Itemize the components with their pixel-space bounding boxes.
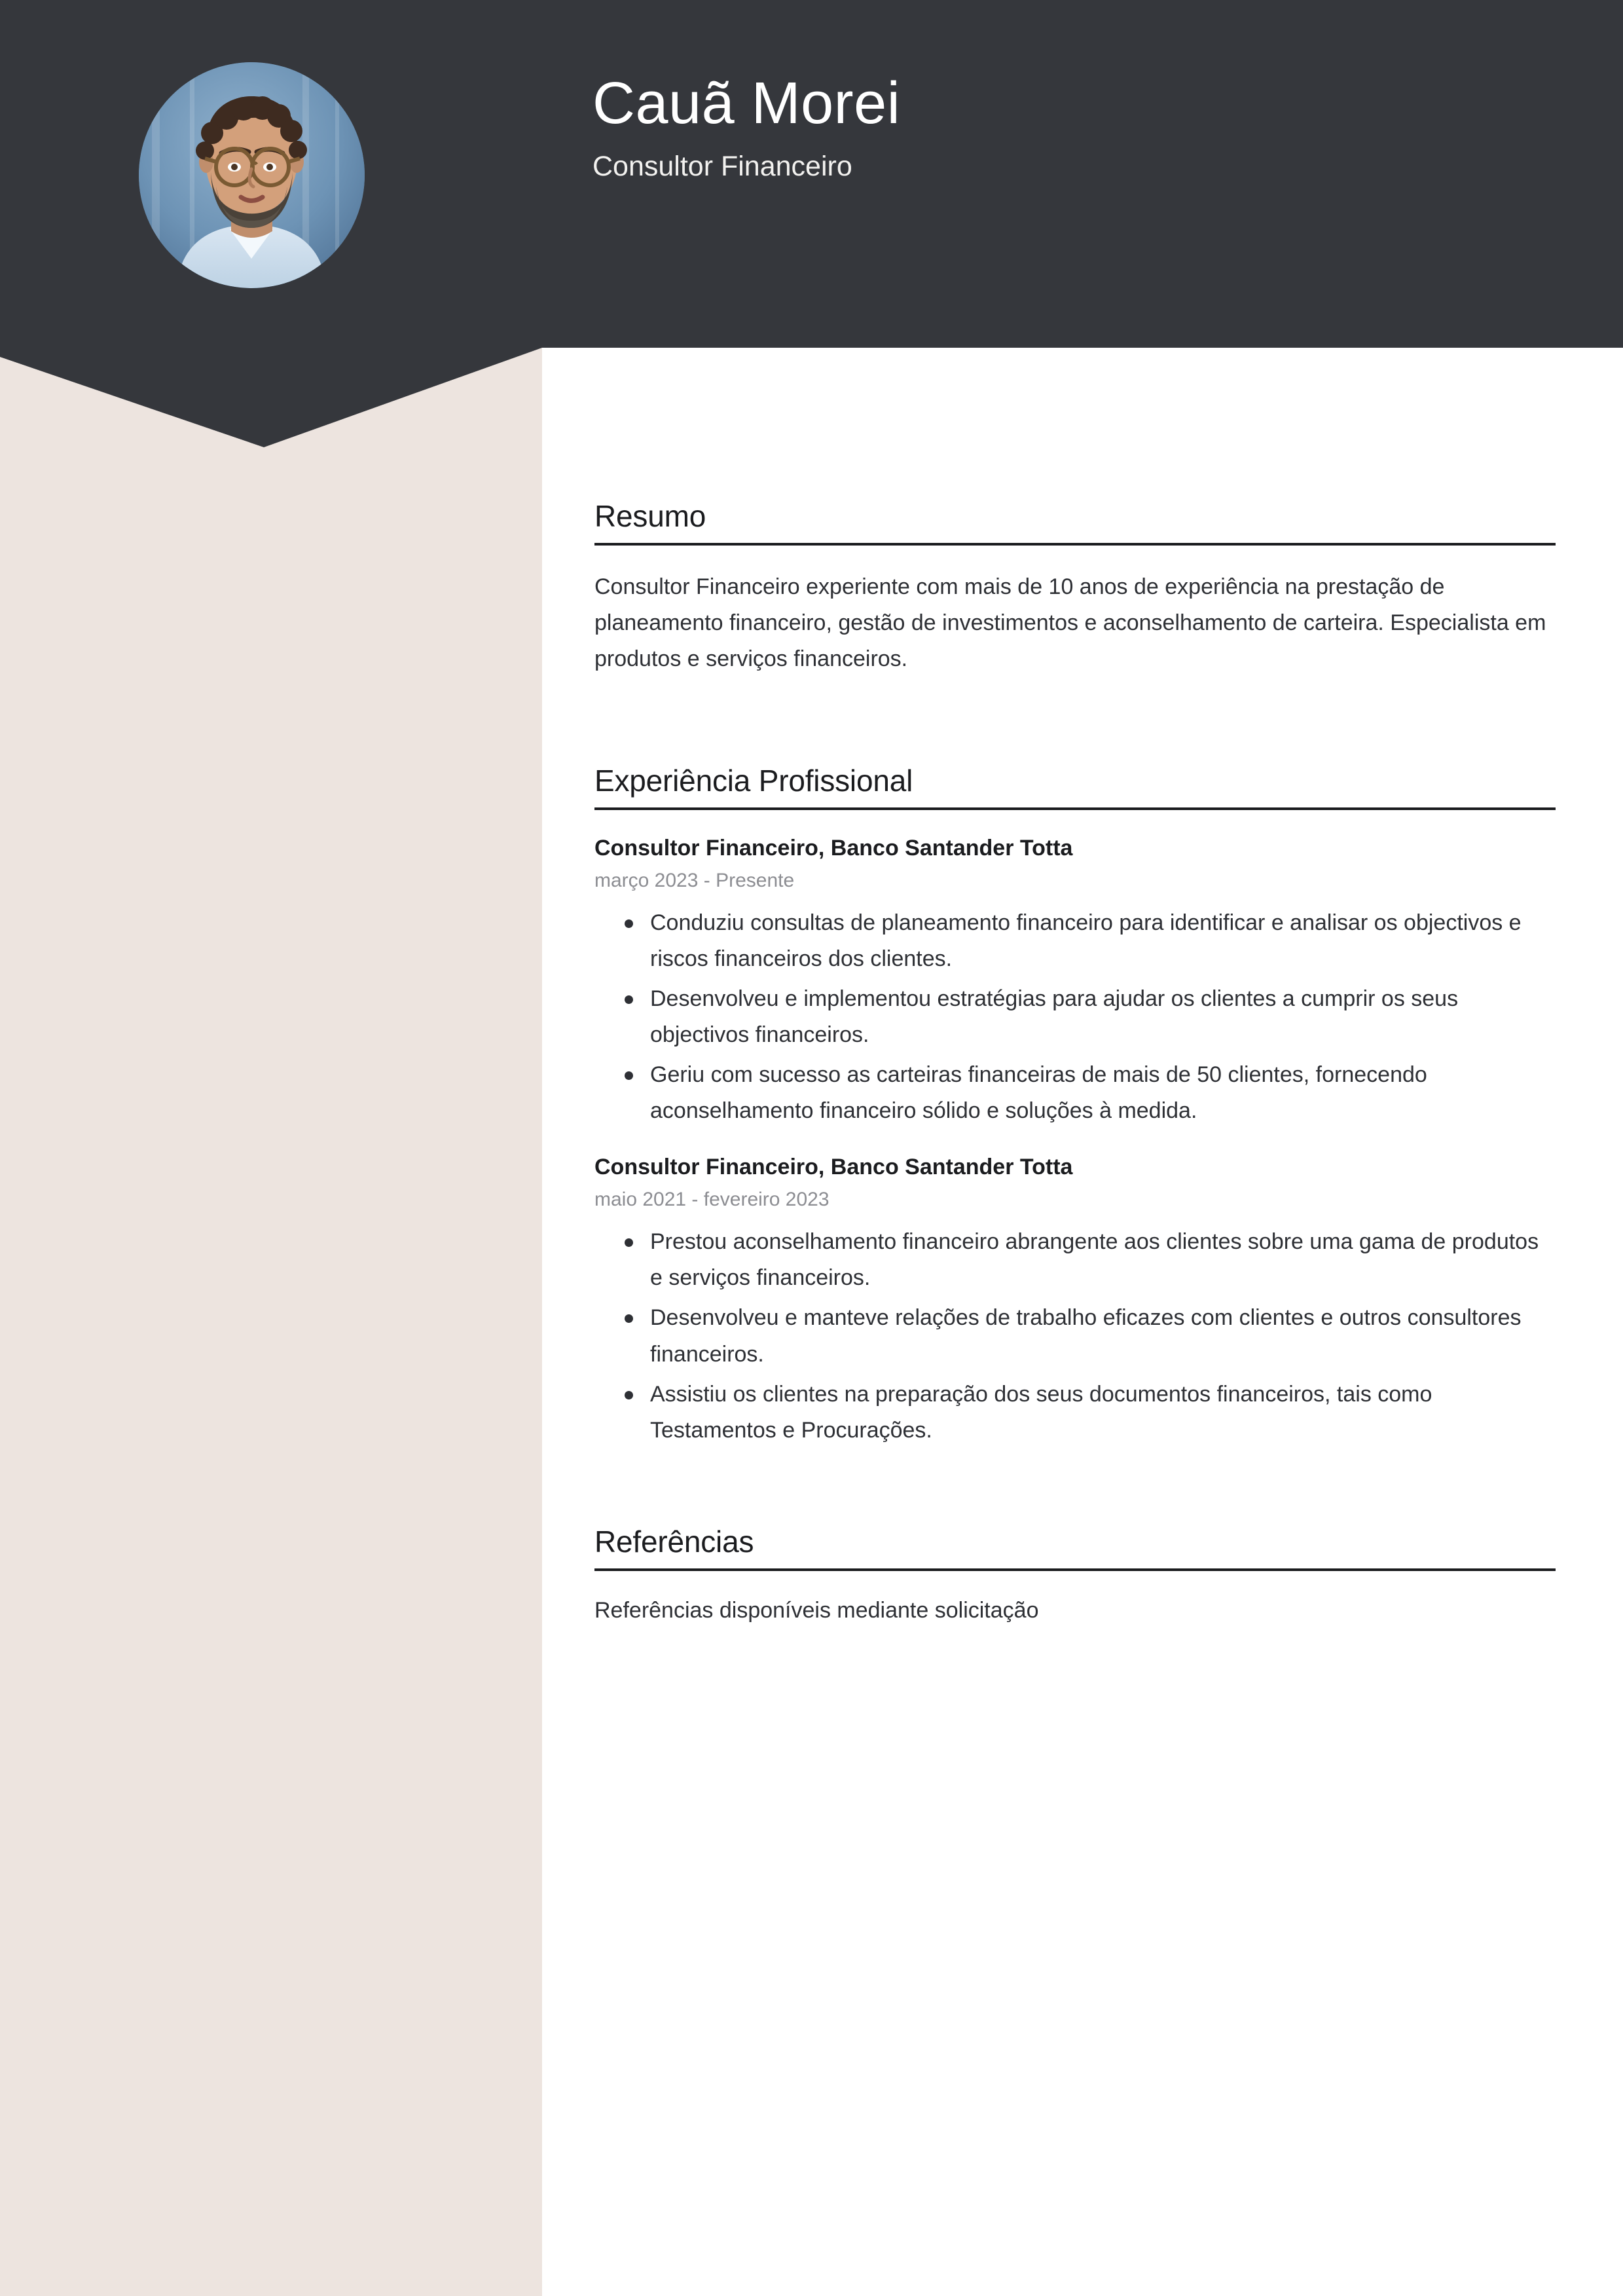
job-title: Consultor Financeiro, Banco Santander Totta xyxy=(594,836,1073,861)
candidate-role: Consultor Financeiro xyxy=(593,151,852,183)
avatar xyxy=(139,62,365,288)
job-bullet: Desenvolveu e manteve relações de trabalho eficazes com clientes e outros consultores financeiros. xyxy=(650,1300,1557,1372)
section-divider xyxy=(594,1568,1556,1571)
job-bullet: Desenvolveu e implementou estratégias para ajudar os clientes a cumprir os seus objectivos financeiros. xyxy=(650,981,1557,1053)
references-section xyxy=(594,1525,1557,1628)
experience-heading: Experiência Profissional xyxy=(594,764,913,798)
job-bullet: Prestou aconselhamento financeiro abrangente aos clientes sobre uma gama de produtos e serviços financeiros. xyxy=(650,1224,1557,1296)
job-dates: março 2023 - Presente xyxy=(594,869,795,891)
summary-section xyxy=(594,499,1557,677)
main-column xyxy=(594,0,1557,1627)
references-text: Referências disponíveis mediante solicitação xyxy=(594,1597,1039,1623)
section-divider xyxy=(594,543,1556,546)
job-bullet-list xyxy=(594,1224,1557,1448)
summary-heading: Resumo xyxy=(594,499,706,533)
job-bullet: Geriu com sucesso as carteiras financeiras de mais de 50 clientes, fornecendo aconselhamento financeiro sólido e soluções à medida. xyxy=(650,1057,1557,1129)
job-bullet: Conduziu consultas de planeamento financeiro para identificar e analisar os objectivos e riscos financeiros dos clientes. xyxy=(650,905,1557,977)
experience-item xyxy=(594,834,1557,1129)
experience-section xyxy=(594,764,1557,1449)
section-divider xyxy=(594,807,1556,810)
avatar-photo xyxy=(139,62,365,288)
job-title: Consultor Financeiro, Banco Santander Totta xyxy=(594,1155,1073,1180)
job-dates: maio 2021 - fevereiro 2023 xyxy=(594,1189,830,1211)
references-heading: Referências xyxy=(594,1524,754,1559)
job-bullet-list xyxy=(594,905,1557,1129)
summary-text: Consultor Financeiro experiente com mais de 10 anos de experiência na prestação de planeamento financeiro, gestão de investimentos e aconselhamento de carteira. Especialista em produtos e serviços financeiros. xyxy=(594,574,1546,672)
candidate-name: Cauã Morei xyxy=(593,71,901,136)
experience-item xyxy=(594,1153,1557,1448)
job-bullet: Assistiu os clientes na preparação dos seus documentos financeiros, tais como Testamentos e Procurações. xyxy=(650,1377,1557,1449)
